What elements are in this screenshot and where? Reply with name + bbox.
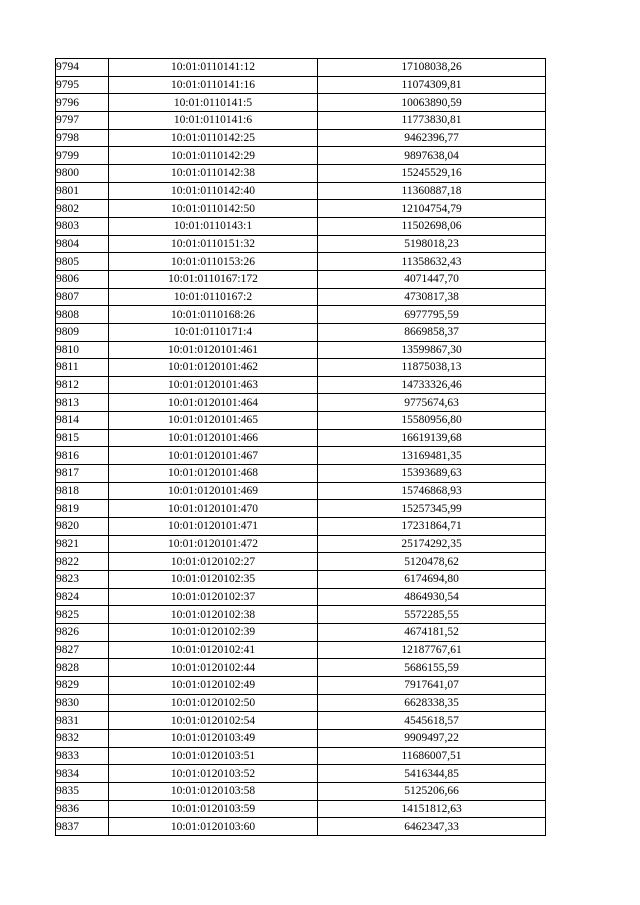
table-row	[56, 712, 546, 730]
table-row	[56, 800, 546, 818]
table-row	[56, 111, 546, 129]
table-row	[56, 659, 546, 677]
row-number-cell: 9826	[56, 624, 109, 642]
table-row	[56, 94, 546, 112]
cadastral-value-cell: 9909497,22	[318, 729, 546, 747]
cadastral-number-cell: 10:01:0120103:58	[109, 782, 318, 800]
row-number-cell: 9816	[56, 447, 109, 465]
row-number-cell: 9808	[56, 306, 109, 324]
cadastral-value-cell: 15746868,93	[318, 482, 546, 500]
cadastral-value-cell: 4674181,52	[318, 624, 546, 642]
cadastral-value-cell: 10063890,59	[318, 94, 546, 112]
cadastral-value-cell: 5686155,59	[318, 659, 546, 677]
cadastral-number-cell: 10:01:0110142:40	[109, 182, 318, 200]
cadastral-number-cell: 10:01:0120101:464	[109, 394, 318, 412]
table-row	[56, 394, 546, 412]
cadastral-value-cell: 13599867,30	[318, 341, 546, 359]
cadastral-value-cell: 16619139,68	[318, 429, 546, 447]
cadastral-value-cell: 5120478,62	[318, 553, 546, 571]
cadastral-number-cell: 10:01:0120102:39	[109, 624, 318, 642]
cadastral-number-cell: 10:01:0120103:51	[109, 747, 318, 765]
row-number-cell: 9834	[56, 765, 109, 783]
cadastral-number-cell: 10:01:0120101:465	[109, 412, 318, 430]
row-number-cell: 9809	[56, 323, 109, 341]
table-row	[56, 553, 546, 571]
cadastral-value-cell: 4545618,57	[318, 712, 546, 730]
cadastral-value-cell: 8669858,37	[318, 323, 546, 341]
row-number-cell: 9815	[56, 429, 109, 447]
cadastral-value-cell: 6462347,33	[318, 818, 546, 836]
cadastral-value-cell: 11875038,13	[318, 359, 546, 377]
row-number-cell: 9822	[56, 553, 109, 571]
row-number-cell: 9818	[56, 482, 109, 500]
table-row	[56, 253, 546, 271]
table-row	[56, 200, 546, 218]
table-row	[56, 694, 546, 712]
row-number-cell: 9812	[56, 376, 109, 394]
table-row	[56, 535, 546, 553]
table-row	[56, 641, 546, 659]
row-number-cell: 9817	[56, 465, 109, 483]
table-row	[56, 606, 546, 624]
cadastral-number-cell: 10:01:0110141:6	[109, 111, 318, 129]
table-row	[56, 359, 546, 377]
cadastral-value-cell: 15393689,63	[318, 465, 546, 483]
table-row	[56, 323, 546, 341]
table-row	[56, 518, 546, 536]
table-row	[56, 818, 546, 836]
cadastral-number-cell: 10:01:0110167:2	[109, 288, 318, 306]
cadastral-number-cell: 10:01:0110168:26	[109, 306, 318, 324]
cadastral-value-cell: 14733326,46	[318, 376, 546, 394]
cadastral-number-cell: 10:01:0120101:472	[109, 535, 318, 553]
cadastral-number-cell: 10:01:0110151:32	[109, 235, 318, 253]
table-row	[56, 164, 546, 182]
cadastral-value-cell: 11074309,81	[318, 76, 546, 94]
table-row	[56, 376, 546, 394]
row-number-cell: 9831	[56, 712, 109, 730]
cadastral-value-cell: 5572285,55	[318, 606, 546, 624]
cadastral-number-cell: 10:01:0120101:461	[109, 341, 318, 359]
cadastral-number-cell: 10:01:0120101:471	[109, 518, 318, 536]
row-number-cell: 9802	[56, 200, 109, 218]
cadastral-number-cell: 10:01:0110171:4	[109, 323, 318, 341]
cadastral-number-cell: 10:01:0120102:54	[109, 712, 318, 730]
cadastral-value-cell: 11686007,51	[318, 747, 546, 765]
table-body	[56, 59, 546, 836]
cadastral-value-cell: 15257345,99	[318, 500, 546, 518]
row-number-cell: 9810	[56, 341, 109, 359]
row-number-cell: 9813	[56, 394, 109, 412]
cadastral-number-cell: 10:01:0110142:29	[109, 147, 318, 165]
cadastral-value-cell: 7917641,07	[318, 676, 546, 694]
cadastral-value-cell: 11358632,43	[318, 253, 546, 271]
row-number-cell: 9798	[56, 129, 109, 147]
row-number-cell: 9805	[56, 253, 109, 271]
cadastral-value-cell: 11773830,81	[318, 111, 546, 129]
cadastral-value-cell: 11360887,18	[318, 182, 546, 200]
cadastral-value-cell: 4071447,70	[318, 270, 546, 288]
row-number-cell: 9828	[56, 659, 109, 677]
row-number-cell: 9823	[56, 571, 109, 589]
table-row	[56, 765, 546, 783]
cadastral-number-cell: 10:01:0120103:60	[109, 818, 318, 836]
cadastral-number-cell: 10:01:0120102:44	[109, 659, 318, 677]
cadastral-number-cell: 10:01:0120101:469	[109, 482, 318, 500]
table-row	[56, 429, 546, 447]
cadastral-value-cell: 12187767,61	[318, 641, 546, 659]
cadastral-value-cell: 17231864,71	[318, 518, 546, 536]
table-row	[56, 571, 546, 589]
cadastral-number-cell: 10:01:0120102:50	[109, 694, 318, 712]
table-row	[56, 270, 546, 288]
cadastral-value-cell: 12104754,79	[318, 200, 546, 218]
cadastral-number-cell: 10:01:0110167:172	[109, 270, 318, 288]
cadastral-number-cell: 10:01:0120101:462	[109, 359, 318, 377]
table-row	[56, 482, 546, 500]
cadastral-number-cell: 10:01:0120103:49	[109, 729, 318, 747]
cadastral-number-cell: 10:01:0110142:38	[109, 164, 318, 182]
cadastral-number-cell: 10:01:0120102:38	[109, 606, 318, 624]
table-row	[56, 341, 546, 359]
table-row	[56, 500, 546, 518]
cadastral-value-cell: 15580956,80	[318, 412, 546, 430]
row-number-cell: 9833	[56, 747, 109, 765]
row-number-cell: 9821	[56, 535, 109, 553]
cadastral-value-cell: 4864930,54	[318, 588, 546, 606]
row-number-cell: 9795	[56, 76, 109, 94]
table-row	[56, 129, 546, 147]
table-row	[56, 182, 546, 200]
cadastral-number-cell: 10:01:0110142:25	[109, 129, 318, 147]
cadastral-value-cell: 13169481,35	[318, 447, 546, 465]
cadastral-number-cell: 10:01:0110141:5	[109, 94, 318, 112]
cadastral-value-cell: 6628338,35	[318, 694, 546, 712]
cadastral-value-cell: 5198018,23	[318, 235, 546, 253]
cadastral-value-cell: 9462396,77	[318, 129, 546, 147]
table-row	[56, 624, 546, 642]
row-number-cell: 9806	[56, 270, 109, 288]
cadastral-value-table	[55, 58, 546, 836]
table-row	[56, 147, 546, 165]
table-row	[56, 729, 546, 747]
table-row	[56, 235, 546, 253]
row-number-cell: 9827	[56, 641, 109, 659]
row-number-cell: 9820	[56, 518, 109, 536]
cadastral-value-cell: 14151812,63	[318, 800, 546, 818]
cadastral-value-cell: 25174292,35	[318, 535, 546, 553]
row-number-cell: 9796	[56, 94, 109, 112]
cadastral-value-cell: 4730817,38	[318, 288, 546, 306]
table-row	[56, 217, 546, 235]
row-number-cell: 9836	[56, 800, 109, 818]
cadastral-number-cell: 10:01:0110142:50	[109, 200, 318, 218]
cadastral-value-cell: 11502698,06	[318, 217, 546, 235]
table-row	[56, 412, 546, 430]
cadastral-number-cell: 10:01:0110143:1	[109, 217, 318, 235]
cadastral-number-cell: 10:01:0120102:41	[109, 641, 318, 659]
cadastral-number-cell: 10:01:0120101:470	[109, 500, 318, 518]
row-number-cell: 9800	[56, 164, 109, 182]
cadastral-value-cell: 9775674,63	[318, 394, 546, 412]
cadastral-number-cell: 10:01:0120101:466	[109, 429, 318, 447]
cadastral-number-cell: 10:01:0120102:35	[109, 571, 318, 589]
cadastral-value-cell: 17108038,26	[318, 59, 546, 77]
table-row	[56, 465, 546, 483]
cadastral-value-cell: 5416344,85	[318, 765, 546, 783]
row-number-cell: 9801	[56, 182, 109, 200]
cadastral-number-cell: 10:01:0120102:37	[109, 588, 318, 606]
row-number-cell: 9830	[56, 694, 109, 712]
table-row	[56, 782, 546, 800]
row-number-cell: 9835	[56, 782, 109, 800]
table-row	[56, 676, 546, 694]
row-number-cell: 9814	[56, 412, 109, 430]
cadastral-number-cell: 10:01:0110141:16	[109, 76, 318, 94]
table-row	[56, 76, 546, 94]
cadastral-number-cell: 10:01:0120101:467	[109, 447, 318, 465]
table-row	[56, 447, 546, 465]
cadastral-number-cell: 10:01:0120101:468	[109, 465, 318, 483]
cadastral-number-cell: 10:01:0120101:463	[109, 376, 318, 394]
row-number-cell: 9804	[56, 235, 109, 253]
row-number-cell: 9819	[56, 500, 109, 518]
table-row	[56, 59, 546, 77]
row-number-cell: 9803	[56, 217, 109, 235]
cadastral-number-cell: 10:01:0120103:59	[109, 800, 318, 818]
row-number-cell: 9825	[56, 606, 109, 624]
row-number-cell: 9832	[56, 729, 109, 747]
cadastral-value-cell: 6977795,59	[318, 306, 546, 324]
cadastral-value-cell: 15245529,16	[318, 164, 546, 182]
row-number-cell: 9811	[56, 359, 109, 377]
cadastral-value-cell: 5125206,66	[318, 782, 546, 800]
row-number-cell: 9799	[56, 147, 109, 165]
table-row	[56, 288, 546, 306]
table-row	[56, 747, 546, 765]
cadastral-number-cell: 10:01:0120103:52	[109, 765, 318, 783]
cadastral-value-cell: 6174694,80	[318, 571, 546, 589]
row-number-cell: 9824	[56, 588, 109, 606]
row-number-cell: 9837	[56, 818, 109, 836]
cadastral-number-cell: 10:01:0120102:27	[109, 553, 318, 571]
cadastral-number-cell: 10:01:0110153:26	[109, 253, 318, 271]
cadastral-number-cell: 10:01:0120102:49	[109, 676, 318, 694]
table-row	[56, 306, 546, 324]
row-number-cell: 9829	[56, 676, 109, 694]
table-row	[56, 588, 546, 606]
cadastral-number-cell: 10:01:0110141:12	[109, 59, 318, 77]
row-number-cell: 9794	[56, 59, 109, 77]
cadastral-value-cell: 9897638,04	[318, 147, 546, 165]
row-number-cell: 9797	[56, 111, 109, 129]
row-number-cell: 9807	[56, 288, 109, 306]
